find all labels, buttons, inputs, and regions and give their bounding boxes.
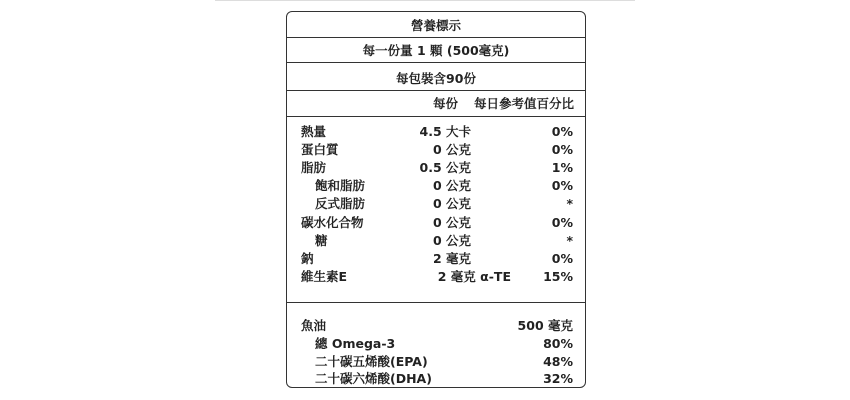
supplement-value: 48% (543, 354, 573, 369)
nutrient-name: 維生素E (301, 269, 348, 284)
label-title: 營養標示 (410, 18, 461, 33)
divider (287, 302, 585, 303)
nutrient-amount: 2 毫克 α-TE (437, 269, 511, 284)
nutrient-daily-value: 1% (551, 160, 573, 175)
nutrient-amount: 0 公克 (432, 233, 471, 248)
supplement-name: 總 Omega-3 (315, 336, 396, 351)
nutrient-daily-value: 0% (551, 142, 573, 157)
servings-per-pack: 每包裝含90份 (396, 71, 476, 86)
nutrient-name: 反式脂肪 (315, 196, 366, 211)
nutrient-daily-value: * (566, 196, 573, 211)
divider (287, 116, 585, 117)
supplement-name: 魚油 (301, 318, 327, 333)
nutrient-daily-value: * (566, 233, 573, 248)
nutrient-amount: 2 毫克 (432, 251, 471, 266)
nutrient-name: 鈉 (301, 251, 314, 266)
nutrient-name: 脂肪 (301, 160, 327, 175)
nutrient-name: 蛋白質 (301, 142, 339, 157)
supplement-name: 二十碳五烯酸(EPA) (315, 354, 428, 369)
nutrient-amount: 4.5 大卡 (419, 124, 471, 139)
supplement-value: 500 毫克 (517, 318, 573, 333)
supplement-value: 32% (543, 371, 573, 386)
supplement-name: 二十碳六烯酸(DHA) (315, 371, 432, 386)
nutrient-name: 碳水化合物 (301, 215, 364, 230)
nutrient-amount: 0 公克 (432, 215, 471, 230)
nutrient-daily-value: 0% (551, 124, 573, 139)
nutrient-amount: 0 公克 (432, 178, 471, 193)
divider (287, 62, 585, 63)
divider (287, 90, 585, 91)
nutrient-name: 熱量 (301, 124, 327, 139)
top-divider (215, 0, 635, 1)
nutrient-name: 飽和脂肪 (315, 178, 366, 193)
divider (287, 37, 585, 38)
supplement-value: 80% (543, 336, 573, 351)
nutrient-name: 糖 (315, 233, 328, 248)
serving-size: 每一份量 1 顆 (500毫克) (362, 43, 510, 58)
nutrient-daily-value: 0% (551, 251, 573, 266)
nutrient-amount: 0 公克 (432, 142, 471, 157)
column-header-per-serving: 每份 (432, 96, 458, 111)
nutrition-label (286, 11, 586, 388)
nutrient-amount: 0 公克 (432, 196, 471, 211)
nutrient-daily-value: 0% (551, 178, 573, 193)
column-header-daily-value: 每日參考值百分比 (473, 96, 574, 111)
nutrient-daily-value: 15% (543, 269, 573, 284)
nutrient-amount: 0.5 公克 (419, 160, 471, 175)
nutrient-daily-value: 0% (551, 215, 573, 230)
